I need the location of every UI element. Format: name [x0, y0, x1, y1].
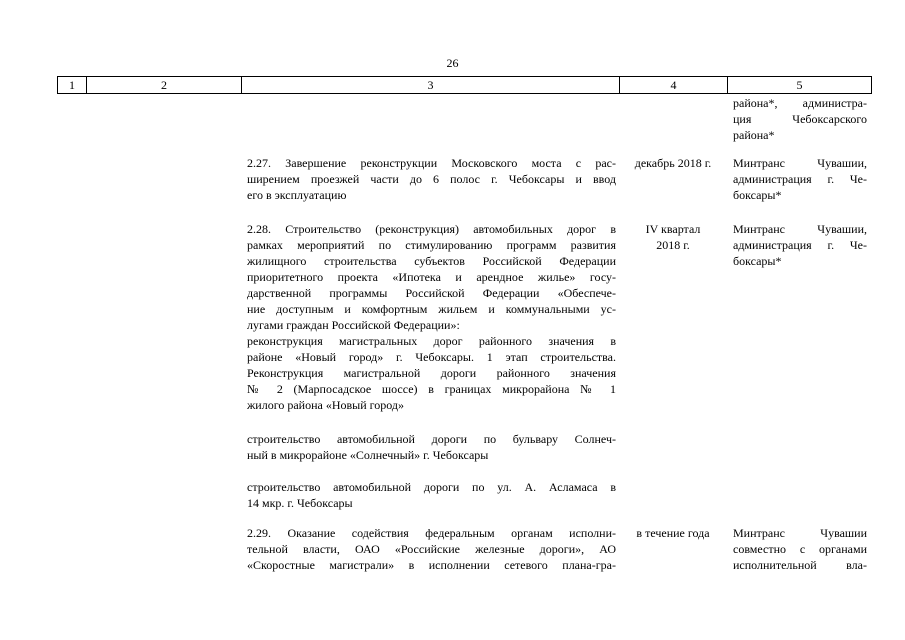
text-line: боксары*: [733, 254, 782, 268]
text-line: IV квартал: [645, 222, 701, 236]
row-2-28-subitem-solnechny: [247, 431, 616, 463]
text-line: исполнительной вла-: [733, 558, 867, 572]
text-line: 2.29. Оказание содействия федеральным органам исполни-: [247, 526, 616, 540]
text-line: дарственной программы Российской Федерации «Обеспече-: [247, 286, 616, 300]
header-col-3: 3: [241, 77, 619, 93]
row-2-28-description: [247, 221, 616, 413]
text-line: его в эксплуатацию: [247, 188, 347, 202]
carryover-col5: [733, 95, 867, 143]
text-line: администрация г. Че-: [733, 238, 867, 252]
text-line: районе «Новый город» г. Чебоксары. 1 этап строительства.: [247, 350, 616, 364]
table-header-row: [57, 76, 872, 94]
text-line: строительство автомобильной дороги по ул. А. Асламаса в: [247, 480, 616, 494]
text-line: Минтранс Чувашии: [733, 526, 867, 540]
row-2-28-deadline: [624, 221, 722, 253]
row-2-27-description: [247, 155, 616, 203]
text-line: 2.27. Завершение реконструкции Московского моста с рас-: [247, 156, 616, 170]
row-2-28-responsible: [733, 221, 867, 269]
row-2-29-responsible: [733, 525, 867, 573]
header-col-2: 2: [86, 77, 241, 93]
text-line: Реконструкция магистральной дороги районного значения: [247, 366, 616, 380]
row-2-29-deadline: [624, 525, 722, 541]
header-col-5: 5: [727, 77, 872, 93]
text-line: ширением проезжей части до 6 полос г. Чебоксары и ввод: [247, 172, 616, 186]
row-2-29-description: [247, 525, 616, 573]
text-line: жилого района «Новый город»: [247, 398, 405, 412]
text-line: жилищного строительства субъектов Российской Федерации: [247, 254, 616, 268]
text-line: в течение года: [636, 526, 710, 540]
row-2-28-subitem-aslamasa: [247, 479, 616, 511]
text-line: боксары*: [733, 188, 782, 202]
text-line: приоритетного проекта «Ипотека и арендное жилье» госу-: [247, 270, 616, 284]
text-line: ние доступным и комфортным жильем и коммунальными ус-: [247, 302, 616, 316]
text-line: лугами граждан Российской Федерации»:: [247, 318, 460, 332]
text-line: строительство автомобильной дороги по бульвару Солнеч-: [247, 432, 616, 446]
header-col-1: 1: [57, 77, 86, 93]
text-line: Минтранс Чувашии,: [733, 222, 867, 236]
text-line: 14 мкр. г. Чебоксары: [247, 496, 353, 510]
text-line: 2018 г.: [656, 238, 690, 252]
text-line: «Скоростные магистрали» в исполнении сетевого плана-гра-: [247, 558, 616, 572]
text-line: рамках мероприятий по стимулированию программ развития: [247, 238, 616, 252]
page-number: 26: [446, 56, 459, 70]
text-line: ция Чебоксарского: [733, 112, 867, 126]
text-line: района*, администра-: [733, 96, 867, 110]
text-line: администрация г. Че-: [733, 172, 867, 186]
header-col-4: 4: [619, 77, 727, 93]
text-line: № 2 (Марпосадское шоссе) в границах микрорайона № 1: [247, 382, 616, 396]
text-line: района*: [733, 128, 775, 142]
text-line: совместно с органами: [733, 542, 867, 556]
row-2-27-deadline: [624, 155, 722, 171]
text-line: ный в микрорайоне «Солнечный» г. Чебоксары: [247, 448, 489, 462]
text-line: 2.28. Строительство (реконструкция) автомобильных дорог в: [247, 222, 616, 236]
text-line: Минтранс Чувашии,: [733, 156, 867, 170]
text-line: декабрь 2018 г.: [634, 156, 712, 170]
text-line: реконструкция магистральных дорог районного значения в: [247, 334, 616, 348]
row-2-27-responsible: [733, 155, 867, 203]
text-line: тельной власти, ОАО «Российские железные дороги», АО: [247, 542, 616, 556]
